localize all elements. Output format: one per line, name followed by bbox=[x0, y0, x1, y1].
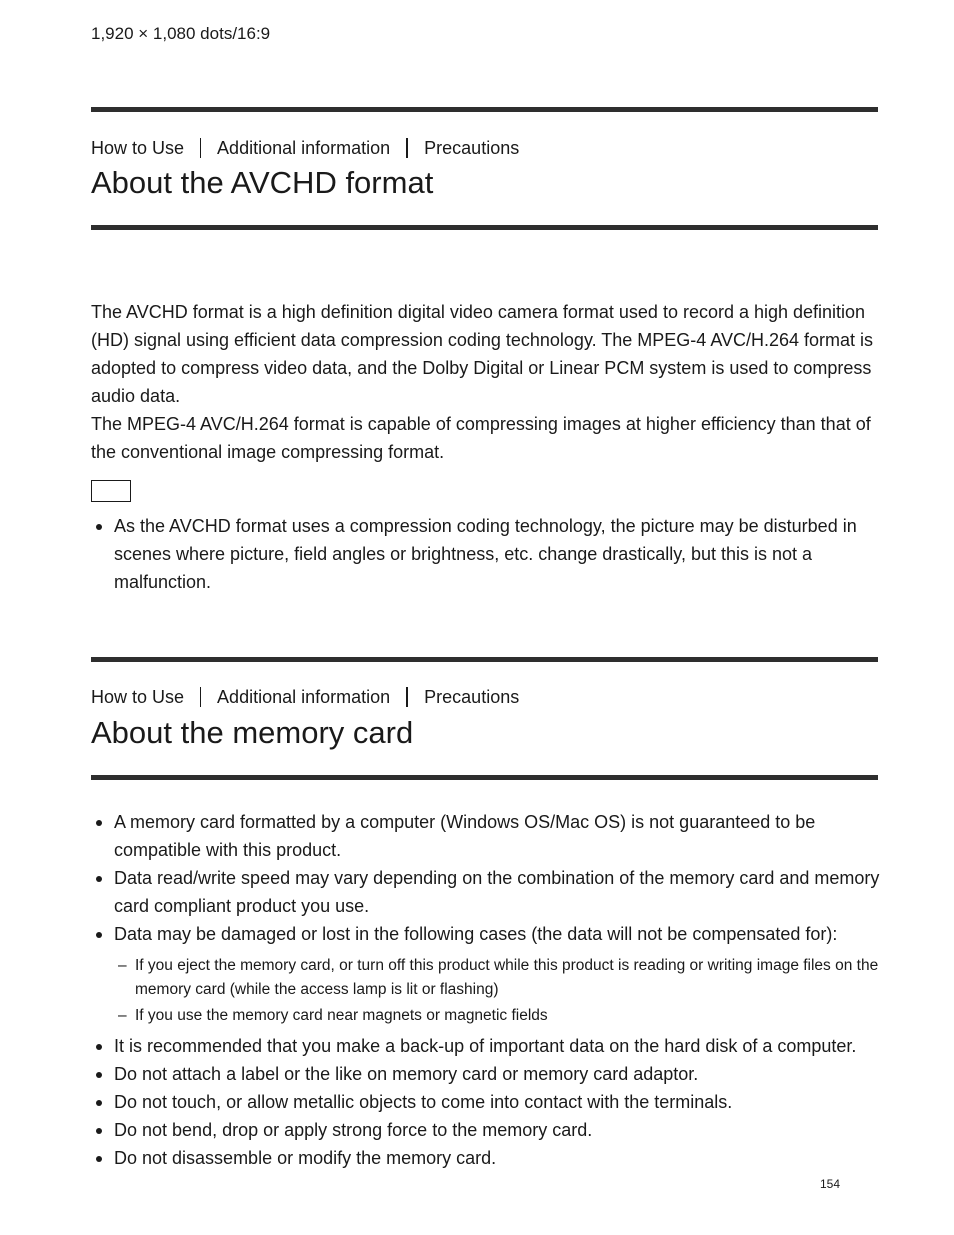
section-divider-top bbox=[91, 657, 878, 662]
breadcrumb-precautions[interactable]: Precautions bbox=[424, 138, 520, 158]
breadcrumb-precautions[interactable]: Precautions bbox=[424, 687, 520, 707]
avchd-paragraph-1: The AVCHD format is a high definition digital video camera format used to record a high definition (HD) signal using efficient data compression coding technology. The MPEG-4 AVC/H.264 format is adopted to compress video data, and the Dolby Digital or Linear PCM system is used to compress audio data. bbox=[91, 302, 874, 406]
avchd-paragraph-2: The MPEG-4 AVC/H.264 format is capable of compressing images at higher efficiency than that of the conventional image compressing format. bbox=[91, 414, 871, 462]
list-item: Do not bend, drop or apply strong force to the memory card. bbox=[91, 1116, 881, 1144]
breadcrumb-additional-information[interactable]: Additional information bbox=[217, 687, 391, 707]
avchd-description bbox=[91, 298, 881, 466]
list-item: As the AVCHD format uses a compression coding technology, the picture may be disturbed in scenes where picture, field angles or brightness, etc. change drastically, but this is not a malfunction. bbox=[91, 512, 881, 596]
page-number: 154 bbox=[820, 1177, 841, 1191]
note-icon bbox=[91, 480, 131, 502]
list-item: Data read/write speed may vary depending on the combination of the memory card and memory card compliant product you use. bbox=[91, 864, 881, 920]
list-item: A memory card formatted by a computer (Windows OS/Mac OS) is not guaranteed to be compatible with this product. bbox=[91, 808, 881, 864]
breadcrumb-separator bbox=[200, 687, 201, 707]
breadcrumb-separator bbox=[406, 138, 408, 158]
list-item: It is recommended that you make a back-up of important data on the hard disk of a computer. bbox=[91, 1032, 881, 1060]
sub-list-item: – If you eject the memory card, or turn off this product while this product is reading or writing image files on the memory card (while the access lamp is lit or flashing) bbox=[114, 954, 881, 1002]
page-title-memory-card: About the memory card bbox=[91, 715, 414, 750]
section-divider-bottom bbox=[91, 225, 878, 230]
page-title-avchd: About the AVCHD format bbox=[91, 165, 434, 200]
breadcrumb-how-to-use[interactable]: How to Use bbox=[91, 687, 185, 707]
list-item bbox=[91, 920, 881, 1028]
section-divider-top bbox=[91, 107, 878, 112]
sub-list-item: – If you use the memory card near magnets or magnetic fields bbox=[114, 1004, 881, 1028]
breadcrumb bbox=[91, 136, 519, 160]
breadcrumb-additional-information[interactable]: Additional information bbox=[217, 138, 391, 158]
sub-list bbox=[114, 954, 881, 1028]
section-divider-bottom bbox=[91, 775, 878, 780]
list-item: Do not touch, or allow metallic objects to come into contact with the terminals. bbox=[91, 1088, 881, 1116]
breadcrumb bbox=[91, 685, 519, 709]
breadcrumb-separator bbox=[406, 687, 408, 707]
resolution-text: 1,920 × 1,080 dots/16:9 bbox=[91, 24, 271, 43]
avchd-note-list bbox=[91, 512, 881, 596]
list-item: Do not attach a label or the like on memory card or memory card adaptor. bbox=[91, 1060, 881, 1088]
memory-card-list bbox=[91, 808, 881, 1172]
list-item-text: Data may be damaged or lost in the following cases (the data will not be compensated for): bbox=[114, 924, 838, 944]
list-item: Do not disassemble or modify the memory card. bbox=[91, 1144, 881, 1172]
breadcrumb-how-to-use[interactable]: How to Use bbox=[91, 138, 185, 158]
breadcrumb-separator bbox=[200, 138, 201, 158]
